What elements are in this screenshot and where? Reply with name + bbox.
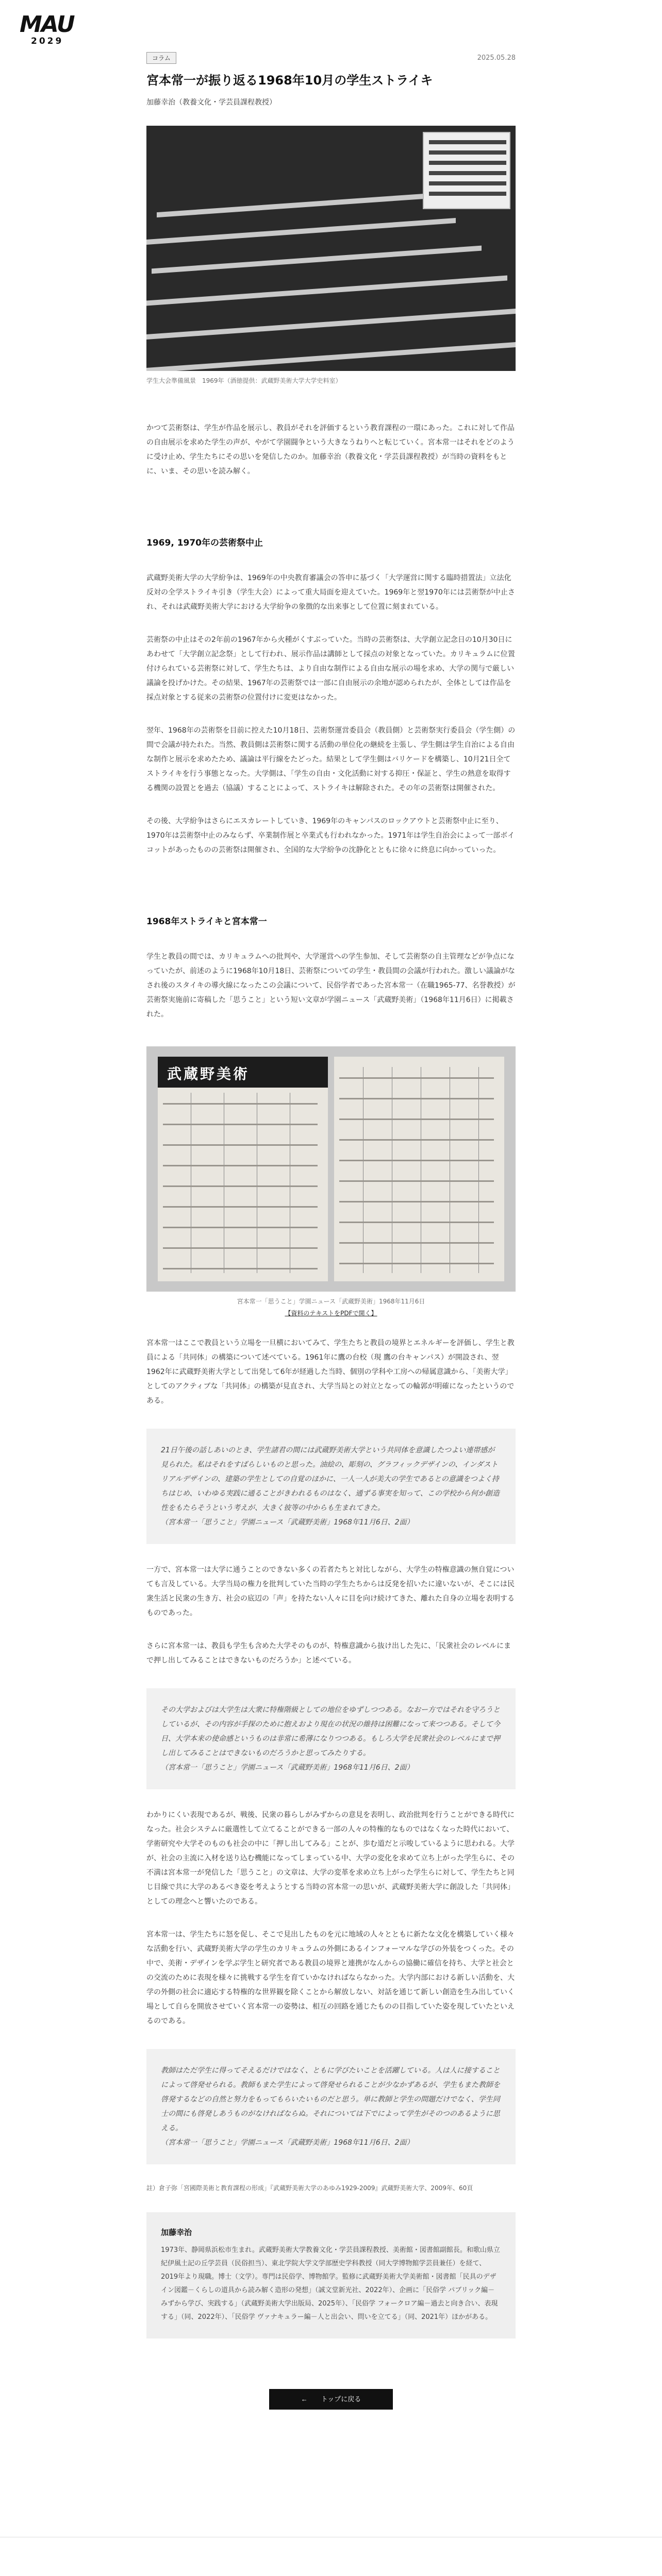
logo-year: 2029 — [31, 36, 64, 46]
site-logo[interactable] — [20, 11, 81, 46]
scan-page-right — [334, 1057, 504, 1281]
scan-caption: 宮本常一「思うこと」学園ニュース「武蔵野美術」1968年11月6日 — [237, 1297, 425, 1305]
masthead — [158, 1057, 328, 1088]
quote-block — [146, 2049, 516, 2164]
masthead-title: 武蔵野美術 — [167, 1065, 250, 1082]
article — [146, 52, 516, 2410]
arrow-left-icon: ← — [301, 2395, 308, 2403]
paragraph: 武蔵野美術大学の大学紛争は、1969年の中央教育審議会の答申に基づく「大学運営に関する臨時措置法」立法化反対の全学ストライキ引き（学生大会）によって重大局面を迎えていた。1969年と翌1970年には芸術祭が中止され、それは武蔵野美術大学における大学紛争の象徴的な出来事として位置に刻まれている。 — [146, 573, 515, 611]
article-title: 宮本常一が振り返る1968年10月の学生ストライキ — [146, 73, 433, 88]
section-heading-2: 1968年ストライキと宮本常一 — [146, 916, 267, 927]
pdf-link[interactable]: 【資料のテキストをPDFで開く】 — [285, 1309, 377, 1317]
banner-sign — [423, 132, 510, 209]
profile-text: 1973年、静岡県浜松市生まれ。武蔵野美術大学教養文化・学芸員課程教授、美術館・図書館副館長。和歌山県立紀伊風土記の丘学芸員（民俗担当）、東北学院大学文学部歴史学科教授（同大学博物館学芸員兼任）を経て、2019年より現職。博士（文学）。専門は民俗学、博物館学。監修に武蔵野美術大学美術館・図書館「民具のデザイン図鑑－くらしの道具から読み解く造形の発想」（誠文堂新光社、2022年）、企画に「民俗学 パブリック編－みずから学び、実践する」（武蔵野美術大学出版局、2025年）、「民俗学 フォークロア編－過去と向き合い、表現する」（同、2022年）、「民俗学 ヴァナキュラー編－人と出会い、問いを立てる」（同、2021年）ほかがある。 — [161, 2246, 500, 2321]
back-to-top-label: トップに戻る — [321, 2395, 361, 2403]
author-line: 加藤幸治（教養文化・学芸員課程教授） — [146, 98, 276, 107]
profile-name: 加藤幸治 — [161, 2228, 192, 2238]
scan-page-left — [158, 1057, 328, 1281]
paragraph: 学生と教員の間では、カリキュラムへの批判や、大学運営への学生参加、そして芸術祭の自主管理などが争点になっていたが、前述のように1968年10月18日、芸術祭についての学生・教員間の会議が行われた。激しい議論がなされ後のスタイキの導火線になったこの会議について、民俗学者であった宮本常一（在職1965-77、名誉教授）が芸術祭実施前に寄稿した「思うこと」という短い文章が学園ニュース「武蔵野美術」（1968年11月6日）に掲載された。 — [146, 952, 516, 1019]
quote-text: その大学およびは大学生は大衆に特権階級としての地位をゆずしつつある。なおー方ではそれを守ろうとしているが、その内容が手探のために抱えおより現在の状況の維持は困難になって来つつある。そして今日、大学本来の使命感というものは非常に希薄になりつつある。もしろ大学を民衆社会のレベルにまで押し出してみることはできないものだろうかと思ってみたりする。 — [161, 1705, 500, 1757]
footer — [0, 2537, 662, 2576]
newspaper-scan — [146, 1046, 516, 1292]
author-profile — [146, 2212, 516, 2338]
lead-text: かつて芸術祭は、学生が作品を展示し、教員がそれを評価するという教育課程の一環にあった。これに対して作品の自由展示を求めた学生の声が、やがて学園闘争という大きなうねりへと転じていく。宮本常一はそれをどのように受け止め、学生たちにその思いを発信したのか。加藤幸治（教養文化・学芸員課程教授）が当時の資料をもとに、いま、その思いを読み解く。 — [146, 423, 515, 476]
quote-text: 教師はただ学生に得ってそえるだけではなく、ともに学びたいことを活躍している。人は人に接することによって啓発せられる。教師もまた学生によって啓発せられることが少なかずあるが、学生もまた教師を啓発するなどの自然と努力をもってもらいたいものだと思う。単に教師と学生の問題だけでなく、学生同士の間にも啓発しあうものがなければならぬ。それについては下でによって学生がそのつのあるように思える。 — [161, 2066, 500, 2132]
paragraph: 一方で、宮本常一は大学に通うことのできない多くの若者たちと対比しながら、大学生の特権意識の無自覚についても言及している。大学当局の権力を批判していた当時の学生たちからは反発を招いたに違いないが、そこには民衆生活と民衆の生き方、社会の底辺の「声」を持たない人々に目を向け続けてきた、離れた自身の立場を表明するものであった。 — [146, 1565, 515, 1617]
category-tag[interactable]: コラム — [146, 52, 176, 64]
article-meta — [146, 52, 516, 64]
quote-text: 21日午後の話しあいのとき、学生諸君の間には武蔵野美術大学という共同体を意識したつよい連帯感が見られた。私はそれをすばらしいものと思った。油絵の、彫刻の、グラフィックデザインの、インダストリアルデザインの、建築の学生としての自覚のほかに、一人一人が美大の学生であるとの意識をつよく持ちはじめ、いわゆる実践に通ることがきわれるものはなく、通ずる事実を知って、この学校から何か創造性をもたらそうという考えが、大きく彼等の中からも生まれてきた。 — [161, 1446, 500, 1512]
quote-source: （宮本常一「思うこと」学園ニュース「武蔵野美術」1968年11月6日、2面） — [161, 1763, 414, 1772]
photo-caption: 学生大会準備風景 1969年（酒徳提供：武蔵野美術大学大学史料室） — [146, 377, 342, 384]
paragraph: わかりにくい表現であるが、戦後、民衆の暮らしがみずからの意見を表明し、政治批判を行うことができる時代になった。社会システムに厳選性して立てることができる一部の人々の特権的なものではなくなった時代において、学術研究や大学そのものも社会の中に「押し出してみる」ことが、歩む道だと示唆しているように思われる。大学が、社会の主流に入材を送り込む機能になってしまっている中、大学の変化を求めて立ち上がった学生らに、その不満は宮本常一が発信した「思うこと」の文章は、大学の変革を求め立ち上がった学生らに対して、学生たちと同じ目線で共に大学のあるべき姿を考えようとする当時の宮本常一の思いが、武蔵野美術大学に創設した「共同体」としての理念へと響いたのである。 — [146, 1810, 515, 1906]
paragraph: 宮本常一はここで教員という立場を一旦横においてみて、学生たちと教員の境界とエネルギーを評価し、学生と教員による「共同体」の構築について述べている。1961年に鷹の台校（現 鷹の台キャンパス）が開設され、翌1962年に武蔵野美術大学として出発して6年が経過した当時、個別の学科や工房への帰属意識から、「美術大学」としてのアクティブな「共同体」の構築が見直され、大学当局との対立となっての輪郭が明確になったというのである。 — [146, 1338, 515, 1405]
publish-date: 2025.05.28 — [477, 54, 516, 62]
quote-block — [146, 1688, 516, 1789]
logo-mark: MAU — [20, 11, 74, 38]
quote-block — [146, 1429, 516, 1544]
paragraph: 宮本常一は、学生たちに怒を促し、そこで見出したものを元に地域の人々とともに新たな文化を構築していく様々な活動を行い、武蔵野美術大学の学生のカリキュラムの外側にあるインフォーマルな学びの外装をつくった。その中で、美術・デザインを学ぶ学生と研究者である教員の境界と連携がなんからの協働に確信を持ち、大学と社会との交流のために表現を様々に挑戦する学生を育ていかなければならなかった。大学内部における新しい活動を、大学の外側の社会に適応する特権的な世界観を除くことから解放しない、対話を通じて新しい創造を生み出していく場として自らを開放させていく宮本常一の姿勢は、相互の回路を通じたものの目指していた姿を現していたといえるのである。 — [146, 1930, 515, 2025]
back-to-top-button[interactable] — [269, 2389, 393, 2410]
paragraph: その後、大学紛争はさらにエスカレートしていき、1969年のキャンパスのロックアウトと芸術祭中止に至り、1970年は芸術祭中止のみならず、卒業制作展と卒業式も行われなかった。1971年は学生自治会によって一部ボイコットがあったものの芸術祭は開催され、全国的な大学紛争の沈静化とともに徐々に終息に向かっていった。 — [146, 817, 515, 854]
paragraph: さらに宮本常一は、教員も学生も含めた大学そのものが、特権意識から抜け出した先に、「民衆社会のレベルにまで押し出してみることはできないものだろうか」と述べている。 — [146, 1641, 511, 1665]
section-heading-1: 1969, 1970年の芸術祭中止 — [146, 537, 263, 548]
paragraph: 芸術祭の中止はその2年前の1967年から火種がくすぶっていた。当時の芸術祭は、大学創立記念日の10月30日にあわせて「大学創立記念祭」として行われ、展示作品は講師として採点の対象となっていた。カリキュラムに位置付けられている芸術祭に対して、学生たちは、より自由な制作による自由な展示の場を求め、大学の関与で厳しい議論を投げかけた。その結果、1967年の芸術祭では一部に自由展示の余地が認められたが、全体としては作品を採点対象とする従来の芸術祭の位置付けに変更はなかった。 — [146, 635, 515, 702]
footnote: 註）倉子弥「宮國際美術と教育課程の形成」『武蔵野美術大学のあゆみ1929-2009』武蔵野美術大学、2009年、60頁 — [146, 2184, 473, 2192]
quote-source: （宮本常一「思うこと」学園ニュース「武蔵野美術」1968年11月6日、2面） — [161, 2138, 414, 2147]
quote-source: （宮本常一「思うこと」学園ニュース「武蔵野美術」1968年11月6日、2面） — [161, 1518, 414, 1527]
strike-photo — [146, 126, 516, 371]
paragraph: 翌年、1968年の芸術祭を目前に控えた10月18日、芸術祭運営委員会（教員側）と芸術祭実行委員会（学生側）の間で会議が持たれた。当然、教員側は芸術祭に関する活動の単位化の継続を主張し、学生側は学生自治による自由な制作と展示を求めたため、議論は平行線をたどった。結果として学生側はバリケードを構築し、10月21日全てストライキを行う事態となった。大学側は、「学生の自由・文化活動に対する抑圧・保証と、学生の熱意を取得する機関の設置とを過去（協議）することによって、ストライキは解除された。その年の芸術祭は開催された。 — [146, 726, 516, 792]
